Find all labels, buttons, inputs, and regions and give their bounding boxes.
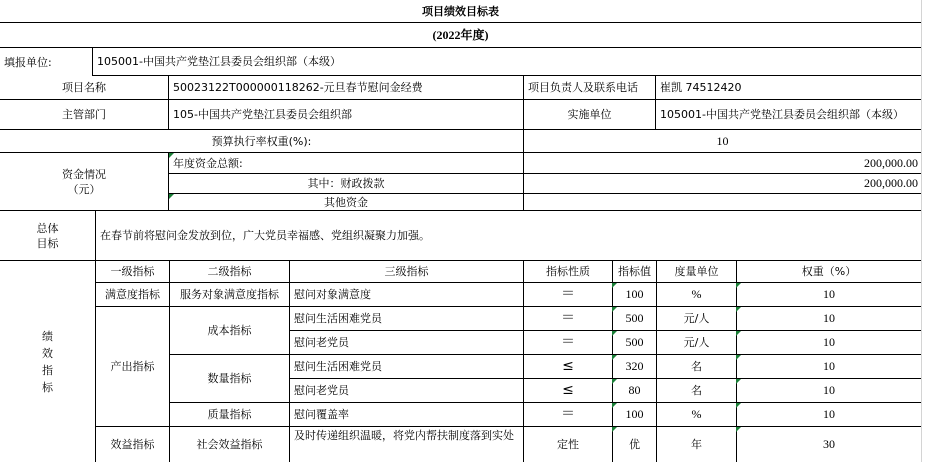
row-7-nature: 定性: [523, 427, 612, 462]
funds-label-line2: （元）: [67, 182, 101, 196]
sheet-gridline: [921, 0, 927, 462]
contact-value: 崔凯 74512420: [655, 76, 921, 100]
cell-indicator-icon: [169, 194, 174, 199]
row-6-weight: 10: [736, 403, 921, 427]
row-5-value: 80: [612, 379, 656, 403]
goal-text: 在春节前将慰问金发放到位，广大党员幸福感、党组织凝聚力加强。: [95, 211, 921, 261]
funds-label-line1: 资金情况: [62, 167, 106, 181]
dept-label: 主管部门: [0, 100, 168, 130]
impl-unit-label: 实施单位: [523, 100, 655, 130]
header-level1: 一级指标: [95, 261, 169, 283]
cell-indicator-icon: [612, 427, 617, 432]
cell-indicator-icon: [169, 153, 174, 158]
row-1-nature: ＝: [523, 283, 612, 307]
sheet-title: 项目绩效目标表: [422, 4, 499, 18]
cell-indicator-icon: [736, 379, 741, 384]
row-3-nature: ＝: [523, 331, 612, 355]
header-level2: 二级指标: [169, 261, 289, 283]
cell-indicator-icon: [612, 283, 617, 288]
project-name-label: 项目名称: [0, 76, 168, 100]
level2-quantity: 数量指标: [169, 355, 289, 403]
row-6-value: 100: [612, 403, 656, 427]
cell-indicator-icon: [612, 355, 617, 360]
contact-label: 项目负责人及联系电话: [523, 76, 655, 100]
funds-other-value: [523, 194, 921, 211]
budget-weight-label: 预算执行率权重(%):: [0, 130, 523, 153]
row-4-nature: ≤: [523, 355, 612, 379]
goal-label-line2: 目标: [36, 236, 59, 250]
row-7-level3: 及时传递组织温暖，将党内帮扶制度落到实处: [289, 427, 523, 462]
row-6-nature: ＝: [523, 403, 612, 427]
cell-indicator-icon: [736, 283, 741, 288]
cell-indicator-icon: [736, 427, 741, 432]
funds-fiscal-label: 其中：财政拨款: [168, 174, 523, 194]
header-level3: 三级指标: [289, 261, 523, 283]
perf-char-2: 效: [42, 346, 53, 360]
row-7-weight: 30: [736, 427, 921, 462]
level2-cost: 成本指标: [169, 307, 289, 355]
cell-indicator-icon: [612, 331, 617, 336]
cell-indicator-icon: [612, 307, 617, 312]
row-1-level3: 慰问对象满意度: [289, 283, 523, 307]
cell-indicator-icon: [736, 403, 741, 408]
row-3-level3: 慰问老党员: [289, 331, 523, 355]
header-weight: 权重（%）: [736, 261, 921, 283]
perf-char-4: 标: [42, 380, 53, 394]
row-2-weight: 10: [736, 307, 921, 331]
cell-indicator-icon: [736, 331, 741, 336]
performance-indicators-label: [0, 261, 95, 462]
header-nature: 指标性质: [523, 261, 612, 283]
perf-char-3: 指: [42, 363, 53, 377]
row-3-weight: 10: [736, 331, 921, 355]
row-7-unit: 年: [656, 427, 736, 462]
cell-indicator-icon: [736, 355, 741, 360]
project-name-value: 50023122T000000118262-元旦春节慰问金经费: [168, 76, 523, 100]
row-3-value: 500: [612, 331, 656, 355]
funds-total-value: 200,000.00: [523, 153, 921, 174]
row-1-weight: 10: [736, 283, 921, 307]
row-1-value: 100: [612, 283, 656, 307]
year-label: (2022年度): [0, 22, 921, 48]
row-2-nature: ＝: [523, 307, 612, 331]
row-6-unit: %: [656, 403, 736, 427]
row-5-weight: 10: [736, 379, 921, 403]
row-7-value: 优: [612, 427, 656, 462]
level2-quality: 质量指标: [169, 403, 289, 427]
funds-total-label: 年度资金总额:: [168, 153, 523, 174]
goal-label-line1: 总体: [36, 221, 59, 235]
row-4-weight: 10: [736, 355, 921, 379]
row-5-unit: 名: [656, 379, 736, 403]
impl-unit-value: 105001-中国共产党垫江县委员会组织部（本级）: [655, 100, 921, 130]
level2-service: 服务对象满意度指标: [169, 283, 289, 307]
dept-value: 105-中国共产党垫江县委员会组织部: [168, 100, 523, 130]
cell-indicator-icon: [612, 403, 617, 408]
perf-char-1: 绩: [42, 329, 53, 343]
row-2-level3: 慰问生活困难党员: [289, 307, 523, 331]
row-4-value: 320: [612, 355, 656, 379]
row-2-value: 500: [612, 307, 656, 331]
level1-output: 产出指标: [95, 307, 169, 427]
row-5-level3: 慰问老党员: [289, 379, 523, 403]
row-2-unit: 元/人: [656, 307, 736, 331]
budget-weight-value: 10: [523, 130, 921, 153]
header-value: 指标值: [612, 261, 656, 283]
cell-indicator-icon: [736, 307, 741, 312]
funds-label: [0, 153, 168, 211]
row-4-unit: 名: [656, 355, 736, 379]
cell-indicator-icon: [612, 379, 617, 384]
row-3-unit: 元/人: [656, 331, 736, 355]
goal-label: [0, 211, 95, 261]
level1-benefit: 效益指标: [95, 427, 169, 462]
row-4-level3: 慰问生活困难党员: [289, 355, 523, 379]
row-5-nature: ≤: [523, 379, 612, 403]
reporting-unit-value: 105001-中国共产党垫江县委员会组织部（本级）: [92, 48, 921, 76]
funds-fiscal-value: 200,000.00: [523, 174, 921, 194]
row-1-unit: %: [656, 283, 736, 307]
level2-social: 社会效益指标: [169, 427, 289, 462]
funds-other-label: 其他资金: [168, 194, 523, 211]
reporting-unit-label: 填报单位:: [4, 55, 52, 69]
row-6-level3: 慰问覆盖率: [289, 403, 523, 427]
header-unit: 度量单位: [656, 261, 736, 283]
level1-satisfaction: 满意度指标: [95, 283, 169, 307]
